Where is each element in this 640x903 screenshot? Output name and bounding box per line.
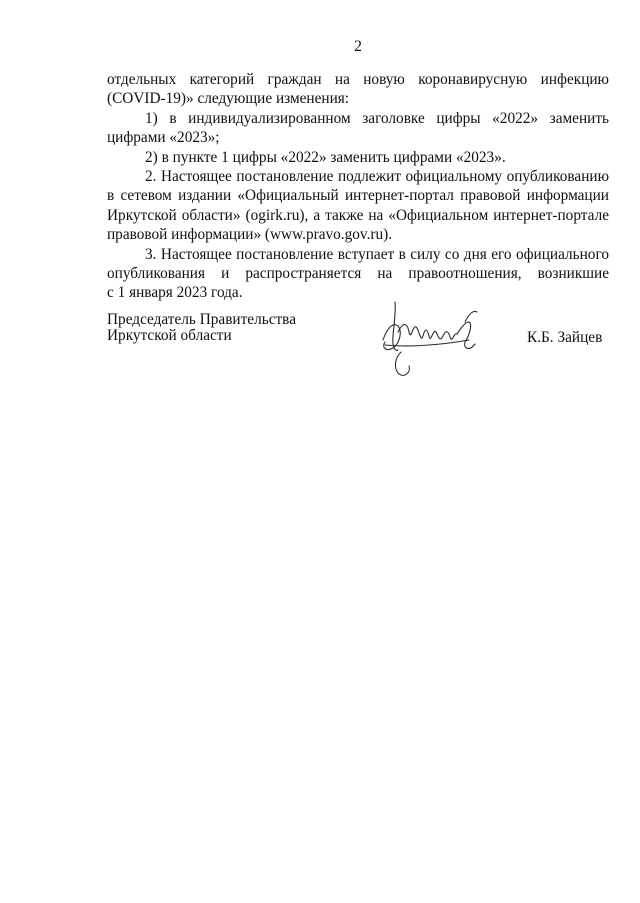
page-number: 2	[354, 38, 362, 55]
signer-name: К.Б. Зайцев	[527, 329, 603, 346]
signatory-position	[107, 312, 296, 344]
handwritten-signature	[365, 292, 495, 387]
signatory-position-line-1: Председатель Правительства	[107, 311, 296, 328]
paragraph-publication: 2. Настоящее постановление подлежит официальному опубликованию в сетевом издании «Официальный интернет-портал правовой информации Иркутской области» (ogirk.ru), а также на «Официальном интернет-портале правовой информации» (www.pravo.gov.ru).	[107, 168, 609, 244]
signatory-position-line-2: Иркутской области	[107, 327, 232, 344]
paragraph-effective-date-continued: с 1 января 2023 года.	[107, 284, 243, 302]
paragraph-changes-intro: отдельных категорий граждан на новую коронавирусную инфекцию (COVID-19)» следующие изменения:	[107, 71, 609, 108]
paragraph-effective-date: 3. Настоящее постановление вступает в силу со дня его официального опубликования и распространяется на правоотношения, возникшие	[107, 245, 609, 283]
document-body	[107, 70, 609, 303]
paragraph-item-1: 1) в индивидуализированном заголовке цифры «2022» заменить цифрами «2023»;	[107, 109, 609, 147]
paragraph-item-2: 2) в пункте 1 цифры «2022» заменить цифрами «2023».	[145, 148, 506, 166]
